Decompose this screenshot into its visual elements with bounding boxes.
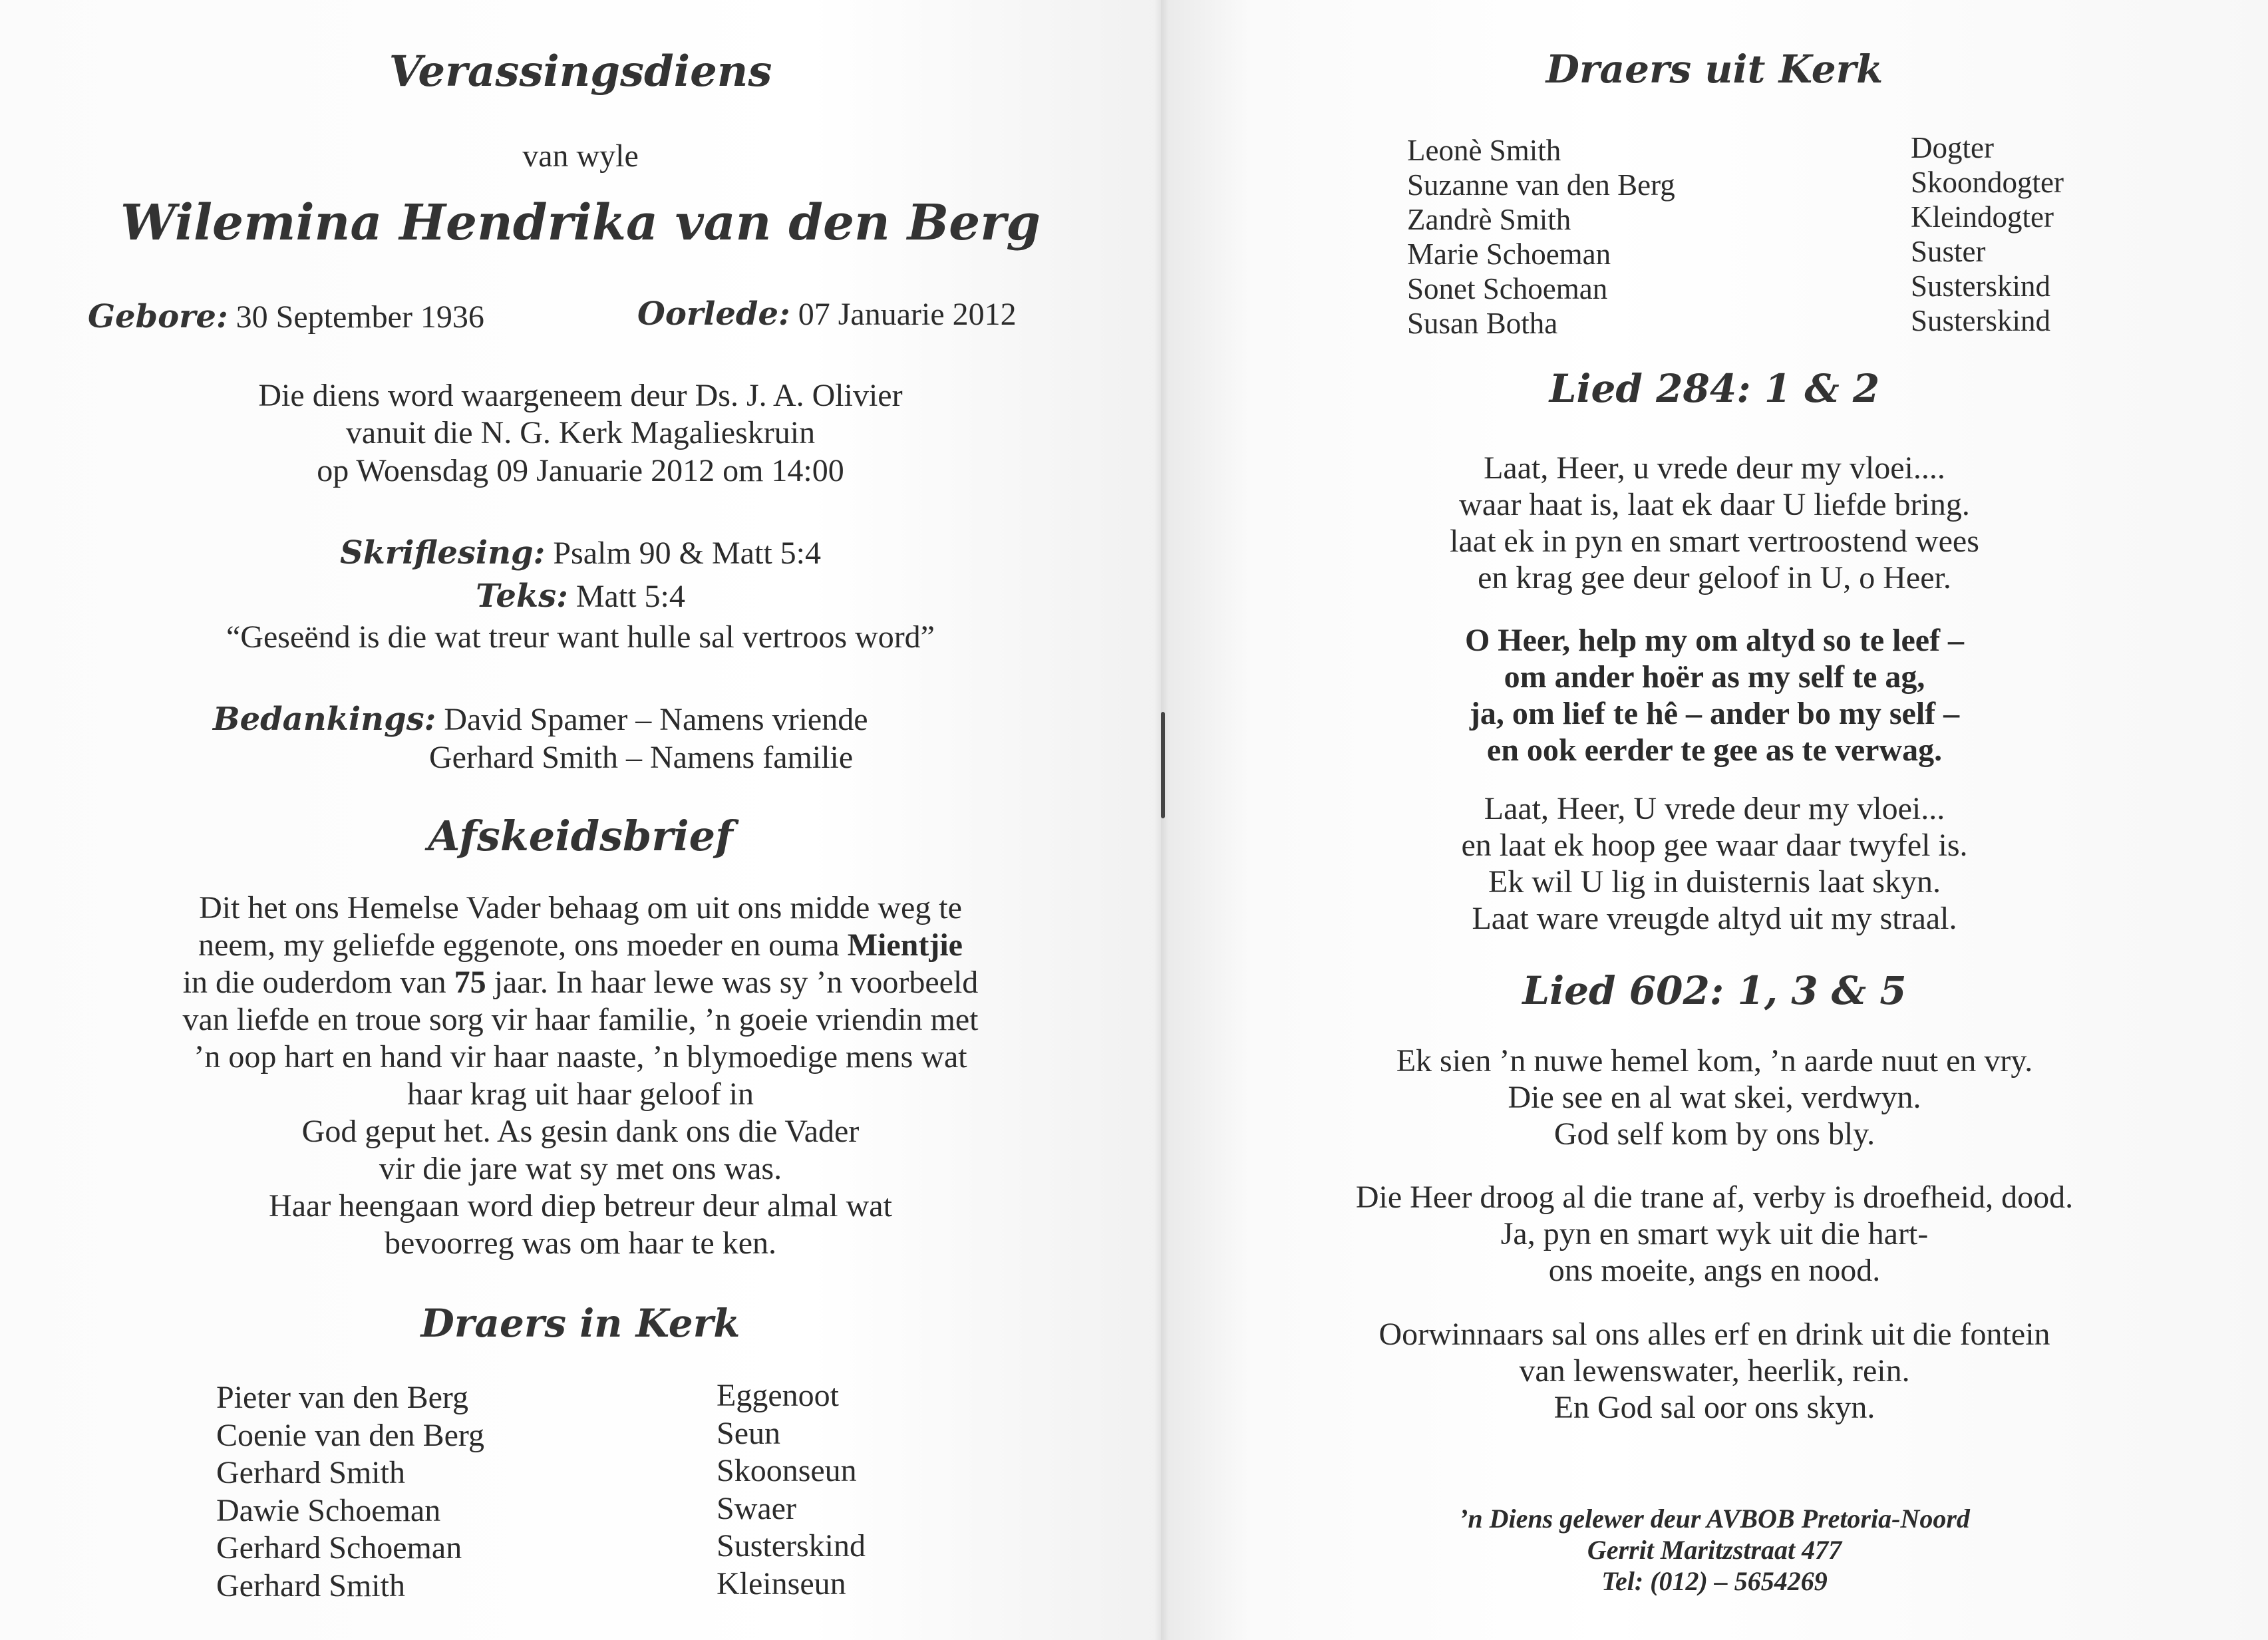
hymn-line: en laat ek hoop gee waar daar twyfel is. (1461, 828, 1968, 863)
hymn-line: Ek wil U lig in duisternis laat skyn. (1488, 864, 1941, 900)
letter-line: God geput het. As gesin dank ons die Vader (301, 1114, 860, 1149)
bearer-relation: Susterskind (1911, 269, 2051, 303)
hymn-602-title: Lied 602: 1, 3 & 5 (1522, 968, 1907, 1013)
hymn-line: Ek sien ’n nuwe hemel kom, ’n aarde nuut en vry. (1396, 1043, 2033, 1078)
van-wyle: van wyle (522, 138, 639, 174)
letter-nickname: Mientjie (847, 927, 963, 963)
letter-title: Afskeidsbrief (428, 812, 733, 860)
hymn-line: Die Heer droog al die trane af, verby is droefheid, dood. (1355, 1180, 2074, 1215)
bearer-relation: Susterskind (1911, 304, 2051, 337)
service-title: Verassingsdiens (389, 47, 772, 96)
thanks-label: Bedankings: (213, 701, 436, 738)
bearers-relations-column (717, 1377, 866, 1603)
letter-line: ’n oop hart en hand vir haar naaste, ’n blymoedige mens wat (194, 1039, 967, 1074)
hymn-refrain-line: en ook eerder te gee as te verwag. (1486, 733, 1943, 768)
letter-line: vir die jare wat sy met ons was. (379, 1151, 782, 1186)
bearer-name: Leonè Smith (1407, 134, 1561, 167)
sermon-quote: “Geseënd is die wat treur want hulle sal vertroos word” (226, 619, 935, 655)
died-label: Oorlede: (637, 295, 790, 333)
hymn-line: ons moeite, angs en nood. (1548, 1253, 1881, 1288)
bearer-relation: Skoondogter (1911, 166, 2064, 199)
out-bearers-names-column (1407, 133, 1675, 341)
bearer-relation: Susterskind (717, 1528, 866, 1563)
letter-line: van liefde en troue sorg vir haar familie, ’n goeie vriendin met (182, 1002, 979, 1037)
thanks-entry: Gerhard Smith – Namens familie (429, 740, 854, 775)
bearer-relation: Skoonseun (717, 1453, 857, 1488)
bearers-out-church-title: Draers uit Kerk (1545, 47, 1883, 92)
letter-line: bevoorreg was om haar te ken. (384, 1226, 777, 1261)
letter-text: in die ouderdom van (182, 965, 446, 1000)
bearer-name: Sonet Schoeman (1407, 272, 1608, 305)
letter-line (0, 964, 1161, 1001)
footer-line: ’n Diens gelewer deur AVBOB Pretoria-Noord (1459, 1504, 1970, 1534)
born-label: Gebore: (88, 298, 228, 335)
hymn-line: Laat, Heer, U vrede deur my vloei... (1484, 791, 1945, 826)
letter-line: haar krag uit haar geloof in (406, 1076, 754, 1112)
out-bearers-relations-column (1911, 130, 2064, 338)
died-date: 07 Januarie 2012 (798, 297, 1017, 332)
hymn-line: Oorwinnaars sal ons alles erf en drink uit die fontein (1378, 1317, 2050, 1352)
service-line: op Woensdag 09 Januarie 2012 om 14:00 (317, 453, 844, 488)
hymn-line: Die see en al wat skei, verdwyn. (1508, 1080, 1921, 1115)
thanks-label-line (213, 701, 868, 738)
thanks-entry: David Spamer – Namens vriende (444, 702, 868, 737)
footer-line: Tel: (012) – 5654269 (1601, 1566, 1828, 1596)
bearer-relation: Suster (1911, 235, 1986, 268)
letter-line: Haar heengaan word diep betreur deur almal wat (269, 1188, 892, 1224)
bearer-name: Zandrè Smith (1407, 203, 1571, 236)
text-label: Teks: (476, 577, 568, 615)
text-value: Matt 5:4 (575, 579, 685, 614)
bearer-name: Pieter van den Berg (216, 1380, 469, 1415)
bearer-name: Gerhard Smith (216, 1567, 405, 1603)
born-date: 30 September 1936 (236, 299, 484, 335)
deceased-name: Wilemina Hendrika van den Berg (120, 194, 1041, 251)
bearer-name: Coenie van den Berg (216, 1417, 485, 1453)
bearer-relation: Kleinseun (717, 1565, 846, 1601)
hymn-line: laat ek in pyn en smart vertroostend wees (1450, 524, 1979, 559)
scripture-reading (0, 534, 1161, 572)
reading-label: Skriflesing: (339, 534, 546, 572)
service-line: Die diens word waargeneem deur Ds. J. A. Olivier (258, 378, 903, 413)
hymn-284-title: Lied 284: 1 & 2 (1549, 366, 1880, 411)
letter-line: Dit het ons Hemelse Vader behaag om uit ons midde weg te (199, 890, 962, 925)
bearer-relation: Eggenoot (717, 1378, 839, 1413)
bearer-name: Gerhard Schoeman (216, 1530, 462, 1565)
hymn-line: van lewenswater, heerlik, rein. (1519, 1353, 1910, 1389)
bearer-name: Dawie Schoeman (216, 1492, 441, 1528)
sermon-text (0, 577, 1161, 615)
service-line: vanuit die N. G. Kerk Magalieskruin (345, 415, 816, 450)
hymn-line: God self kom by ons bly. (1553, 1116, 1875, 1152)
hymn-refrain-line: om ander hoër as my self te ag, (1504, 659, 1925, 695)
right-page (1161, 0, 2268, 1640)
bearer-relation: Seun (717, 1415, 780, 1451)
death-date-line (637, 295, 1017, 333)
hymn-line: Laat ware vreugde altyd uit my straal. (1472, 901, 1957, 936)
footer-line: Gerrit Maritzstraat 477 (1587, 1535, 1842, 1565)
bearer-name: Suzanne van den Berg (1407, 168, 1675, 202)
birth-date-line (88, 298, 484, 336)
bearers-names-column (216, 1379, 484, 1605)
hymn-line: Ja, pyn en smart wyk uit die hart- (1500, 1216, 1929, 1251)
bearer-name: Marie Schoeman (1407, 238, 1611, 271)
bearer-relation: Swaer (717, 1490, 796, 1526)
hymn-line: en krag gee deur geloof in U, o Heer. (1478, 560, 1951, 595)
hymn-refrain-line: ja, om lief te hê – ander bo my self – (1469, 696, 1960, 731)
hymn-line: En God sal oor ons skyn. (1553, 1390, 1875, 1425)
bearers-in-church-title: Draers in Kerk (420, 1301, 740, 1346)
letter-line (0, 927, 1161, 964)
reading-text: Psalm 90 & Matt 5:4 (553, 536, 821, 571)
bearer-name: Susan Botha (1407, 307, 1558, 340)
hymn-line: waar haat is, laat ek daar U liefde bring. (1459, 487, 1970, 522)
letter-text: jaar. In haar lewe was sy ’n voorbeeld (494, 965, 979, 1000)
bearer-relation: Dogter (1911, 131, 1994, 164)
hymn-line: Laat, Heer, u vrede deur my vloei.... (1484, 450, 1945, 486)
bearer-name: Gerhard Smith (216, 1455, 405, 1490)
fold-mark (1161, 712, 1165, 818)
page-fold (1154, 0, 1169, 1640)
bearer-relation: Kleindogter (1911, 200, 2054, 234)
letter-age: 75 (454, 965, 486, 1000)
hymn-refrain-line: O Heer, help my om altyd so te leef – (1464, 623, 1965, 658)
letter-text: neem, my geliefde eggenote, ons moeder en ouma (198, 927, 840, 963)
